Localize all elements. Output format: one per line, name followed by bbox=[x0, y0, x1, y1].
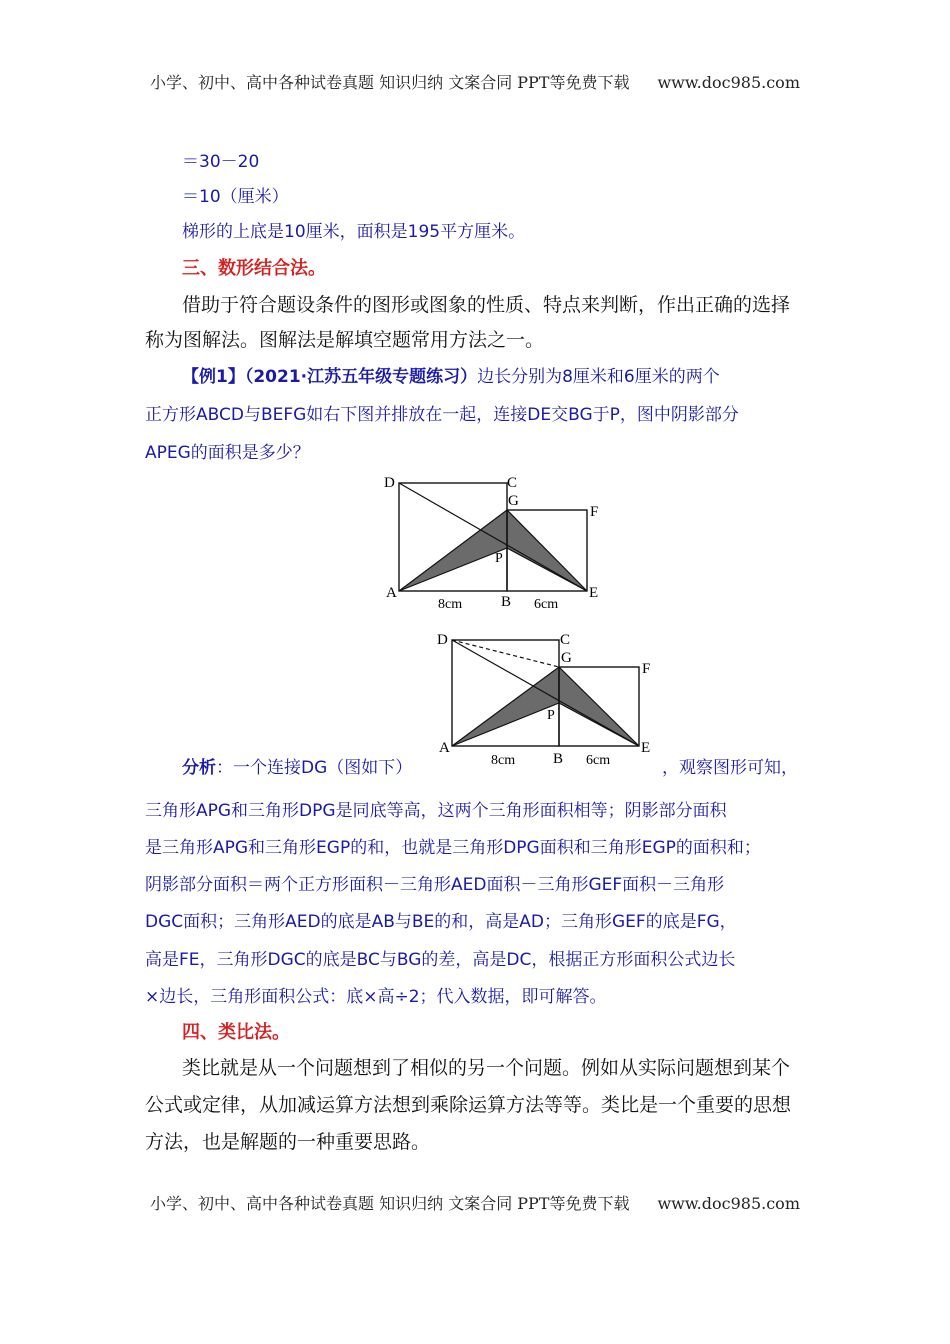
header-text: 小学、初中、高中各种试卷真题 知识归纳 文案合同 PPT等免费下载 bbox=[150, 73, 630, 92]
label-b: B bbox=[501, 594, 512, 610]
calc-line-3: 梯形的上底是10厘米，面积是195平方厘米。 bbox=[182, 222, 526, 242]
example-line-1 bbox=[182, 362, 720, 387]
analysis-line-1a bbox=[182, 753, 412, 778]
label-p: P bbox=[495, 551, 503, 566]
dim-left: 8cm bbox=[438, 597, 463, 612]
shaded-region-apeg-2 bbox=[452, 667, 639, 746]
analysis-text-1a: ：一个连接DG（图如下） bbox=[216, 758, 413, 778]
label-p-2: P bbox=[547, 708, 555, 723]
analysis-line-3: 是三角形APG和三角形EGP的和，也就是三角形DPG面积和三角形EGP的面积和； bbox=[145, 838, 761, 858]
section3-para-line-2: 称为图解法。图解法是解填空题常用方法之一。 bbox=[145, 329, 545, 351]
analysis-line-5: DGC面积；三角形AED的底是AB与BE的和，高是AD；三角形GEF的底是FG， bbox=[145, 912, 737, 932]
footer-site: www.doc985.com bbox=[657, 1194, 800, 1213]
label-d-2: D bbox=[437, 632, 448, 648]
shaded-region-apeg bbox=[399, 510, 587, 591]
label-f-2: F bbox=[642, 661, 651, 677]
dim-right-2: 6cm bbox=[586, 753, 611, 768]
section4-para-line-3: 方法，也是解题的一种重要思路。 bbox=[145, 1131, 431, 1153]
dim-right: 6cm bbox=[534, 597, 559, 612]
calc-line-2: ＝10（厘米） bbox=[182, 187, 289, 207]
label-g: G bbox=[508, 493, 519, 509]
header-site: www.doc985.com bbox=[657, 73, 800, 92]
figure-squares-1 bbox=[380, 470, 610, 615]
label-g-2: G bbox=[561, 650, 572, 666]
label-c: C bbox=[507, 475, 518, 491]
label-c-2: C bbox=[560, 632, 571, 648]
dim-left-2: 8cm bbox=[491, 753, 516, 768]
label-a-2: A bbox=[439, 740, 450, 756]
analysis-line-4: 阴影部分面积＝两个正方形面积－三角形AED面积－三角形GEF面积－三角形 bbox=[145, 875, 725, 895]
example-tag: 【例1】（2021·江苏五年级专题练习） bbox=[182, 367, 478, 387]
section3-title: 三、数形结合法。 bbox=[182, 258, 326, 279]
section4-para-line-1: 类比就是从一个问题想到了相似的另一个问题。例如从实际问题想到某个 bbox=[182, 1057, 791, 1079]
example-line-2: 正方形ABCD与BEFG如右下图并排放在一起，连接DE交BG于P，图中阴影部分 bbox=[145, 405, 739, 425]
section4-para-line-2: 公式或定律，从加减运算方法想到乘除运算方法等等。类比是一个重要的思想 bbox=[145, 1094, 792, 1116]
footer-text: 小学、初中、高中各种试卷真题 知识归纳 文案合同 PPT等免费下载 bbox=[150, 1194, 630, 1213]
line-dg-dashed bbox=[452, 640, 559, 667]
page-footer bbox=[0, 1191, 950, 1214]
page-header bbox=[0, 70, 950, 93]
label-a: A bbox=[386, 585, 397, 601]
example-line-3: APEG的面积是多少？ bbox=[145, 443, 310, 463]
label-e: E bbox=[589, 585, 599, 601]
label-f: F bbox=[590, 504, 599, 520]
section4-title: 四、类比法。 bbox=[182, 1022, 290, 1043]
example-text-1: 边长分别为8厘米和6厘米的两个 bbox=[477, 367, 720, 387]
analysis-tag: 分析 bbox=[182, 758, 216, 778]
analysis-line-2: 三角形APG和三角形DPG是同底等高，这两个三角形面积相等；阴影部分面积 bbox=[145, 801, 727, 821]
analysis-line-7: ×边长，三角形面积公式：底×高÷2；代入数据，即可解答。 bbox=[145, 987, 607, 1007]
label-e-2: E bbox=[641, 740, 651, 756]
section3-para-line-1: 借助于符合题设条件的图形或图象的性质、特点来判断，作出正确的选择 bbox=[182, 294, 791, 316]
label-b-2: B bbox=[553, 751, 564, 767]
analysis-line-1b: ，观察图形可知， bbox=[662, 758, 798, 778]
figure-squares-2 bbox=[434, 627, 664, 772]
calc-line-1: ＝30－20 bbox=[182, 152, 260, 172]
label-d: D bbox=[384, 475, 395, 491]
analysis-line-6: 高是FE，三角形DGC的底是BC与BG的差，高是DC，根据正方形面积公式边长 bbox=[145, 950, 736, 970]
